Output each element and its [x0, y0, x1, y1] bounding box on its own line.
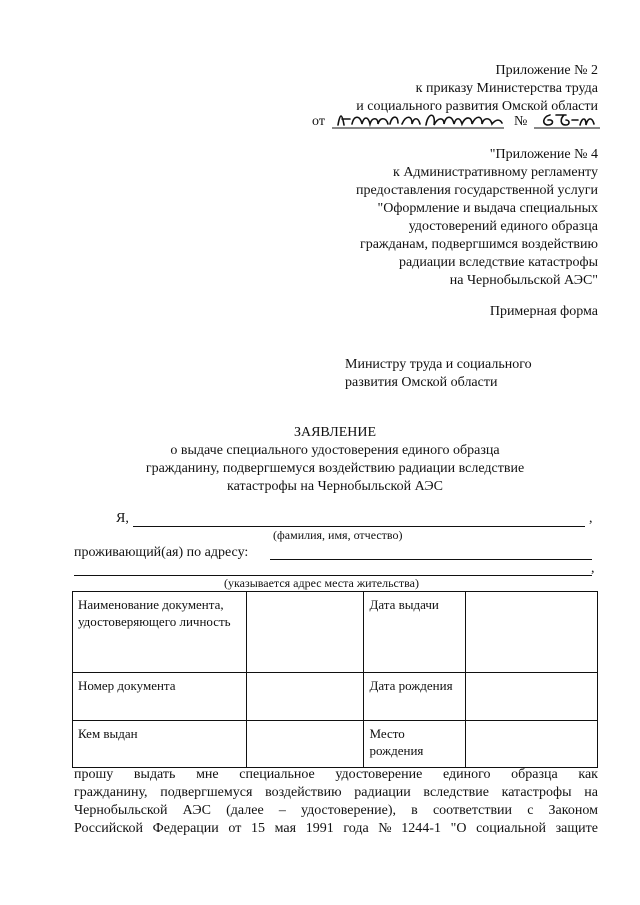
regulation-line: на Чернобыльской АЭС" — [449, 273, 598, 288]
name-comma: , — [589, 511, 593, 526]
birth-place-label: Место рождения — [364, 721, 466, 768]
order-date-number — [312, 113, 602, 135]
addressee — [345, 356, 532, 392]
regulation-line: "Оформление и выдача специальных — [377, 201, 598, 216]
table-row — [73, 673, 598, 721]
handwritten-date — [332, 109, 537, 133]
address-label: проживающий(ая) по адресу: — [74, 545, 249, 560]
address-hint: (указывается адрес места жительства) — [224, 576, 419, 590]
body-line: Чернобыльской АЭС (далее – удостоверение), в соответствии с Законом — [74, 803, 598, 818]
appendix-ministry: и социального развития Омской области — [356, 99, 598, 114]
heading-line: гражданину, подвергшемуся воздействию радиации вследствие — [145, 461, 525, 476]
number-label: № — [514, 114, 528, 129]
full-name-hint: (фамилия, имя, отчество) — [273, 528, 403, 542]
handwritten-number — [534, 109, 602, 133]
table-row — [73, 721, 598, 768]
regulation-line: предоставления государственной услуги — [356, 183, 598, 198]
heading-line: катастрофы на Чернобыльской АЭС — [227, 479, 443, 494]
heading-line: о выдаче специального удостоверения единого образца — [170, 443, 500, 458]
appendix-title: Приложение № 2 — [495, 63, 598, 78]
identity-document-table — [72, 591, 598, 768]
table-row — [73, 592, 598, 673]
form-type — [490, 303, 598, 321]
form-type-label: Примерная форма — [489, 304, 598, 319]
addressee-line: развития Омской области — [345, 375, 498, 390]
body-line: Российской Федерации от 15 мая 1991 года № 1244-1 "О социальной защите — [74, 821, 598, 836]
document-title: ЗАЯВЛЕНИЕ — [293, 425, 377, 440]
id-doc-name-label: Наименование документа, удостоверяющего личность — [73, 592, 247, 673]
regulation-line: радиации вследствие катастрофы — [399, 255, 598, 270]
birth-place-value[interactable] — [466, 721, 598, 768]
id-doc-name-value[interactable] — [246, 592, 364, 673]
appendix-block — [356, 62, 598, 116]
regulation-note — [356, 146, 598, 290]
full-name-field[interactable] — [133, 526, 585, 527]
address-field-line1[interactable] — [270, 559, 592, 560]
from-label: от — [312, 114, 325, 129]
issued-by-value[interactable] — [246, 721, 364, 768]
regulation-line: гражданам, подвергшимся воздействию — [359, 237, 598, 252]
regulation-line: "Приложение № 4 — [489, 147, 598, 162]
appendix-order-ref: к приказу Министерства труда — [415, 81, 598, 96]
doc-number-value[interactable] — [246, 673, 364, 721]
address-comma: , — [591, 561, 595, 576]
i-label: Я, — [116, 511, 129, 526]
issued-by-label: Кем выдан — [73, 721, 247, 768]
document-heading — [0, 424, 640, 496]
body-line: гражданину, подвергшемуся воздействию радиации вследствие катастрофы на — [74, 785, 598, 800]
regulation-line: удостоверений единого образца — [408, 219, 598, 234]
regulation-line: к Административному регламенту — [393, 165, 598, 180]
issue-date-label: Дата выдачи — [364, 592, 466, 673]
birth-date-label: Дата рождения — [364, 673, 466, 721]
doc-number-label: Номер документа — [73, 673, 247, 721]
birth-date-value[interactable] — [466, 673, 598, 721]
request-body — [74, 766, 598, 838]
issue-date-value[interactable] — [466, 592, 598, 673]
addressee-line: Министру труда и социального — [345, 357, 532, 372]
body-line: прошу выдать мне специальное удостоверение единого образца как — [74, 767, 598, 782]
